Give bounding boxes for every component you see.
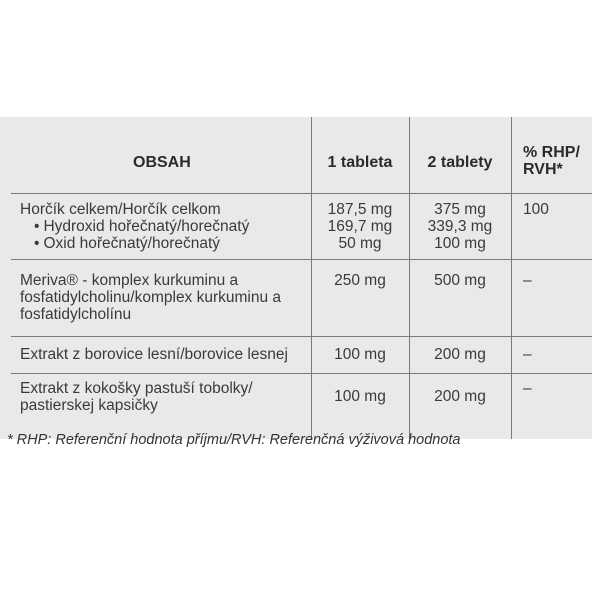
header-rhp-line2: RVH* (523, 161, 563, 178)
ingredient-subitem: • Hydroxid hořečnatý/horečnatý (20, 218, 249, 235)
header-two-tablets: 2 tablety (427, 154, 493, 171)
table-row-2-one-tablet: 250 mg (334, 272, 386, 289)
row-divider (11, 336, 592, 337)
amount-value: 100 mg (434, 235, 486, 252)
table-row-1-two-tablets (409, 201, 511, 252)
table-row-1-rhp: 100 (523, 201, 549, 218)
amount-value: 187,5 mg (327, 201, 393, 218)
footnote: * RHP: Referenční hodnota příjmu/RVH: Referenčná výživová hodnota (7, 432, 461, 448)
table-row-2-rhp: – (523, 272, 532, 289)
table-row-4-two-tablets: 200 mg (434, 388, 486, 405)
table-row-4-rhp: – (523, 380, 532, 397)
table-row-1-ingredient (20, 201, 249, 252)
header-divider (11, 193, 592, 194)
table-row-3-one-tablet: 100 mg (334, 346, 386, 363)
amount-value: 339,3 mg (427, 218, 493, 235)
ingredient-text: Horčík celkem/Horčík celkom (20, 201, 221, 218)
amount-value: 169,7 mg (327, 218, 393, 235)
ingredient-subitem: • Oxid hořečnatý/horečnatý (20, 235, 249, 252)
table-row-4-one-tablet: 100 mg (334, 388, 386, 405)
amount-value: 50 mg (338, 235, 382, 252)
header-rhp (523, 144, 580, 178)
row-divider (11, 373, 592, 374)
ingredient-text: pastierskej kapsičky (20, 397, 158, 414)
amount-value: 375 mg (434, 201, 486, 218)
table-row-3-rhp: – (523, 346, 532, 363)
table-row-3-two-tablets: 200 mg (434, 346, 486, 363)
header-one-tablet: 1 tableta (327, 154, 393, 171)
column-divider (511, 117, 512, 439)
ingredient-text: fosfatidylcholínu (20, 306, 132, 323)
nutrition-table (11, 117, 592, 439)
ingredient-text: Meriva® - komplex kurkuminu a (20, 272, 239, 289)
table-row-2-two-tablets: 500 mg (434, 272, 486, 289)
row-divider (11, 259, 592, 260)
table-row-4-ingredient (20, 380, 253, 414)
table-row-3-ingredient: Extrakt z borovice lesní/borovice lesnej (20, 346, 288, 363)
header-rhp-line1: % RHP/ (523, 144, 580, 161)
ingredient-text: fosfatidylcholinu/komplex kurkuminu a (20, 289, 282, 306)
table-row-2-ingredient (20, 272, 281, 323)
header-content: OBSAH (133, 154, 191, 171)
ingredient-text: Extrakt z kokošky pastuší tobolky/ (20, 380, 253, 397)
table-row-1-one-tablet (311, 201, 409, 252)
